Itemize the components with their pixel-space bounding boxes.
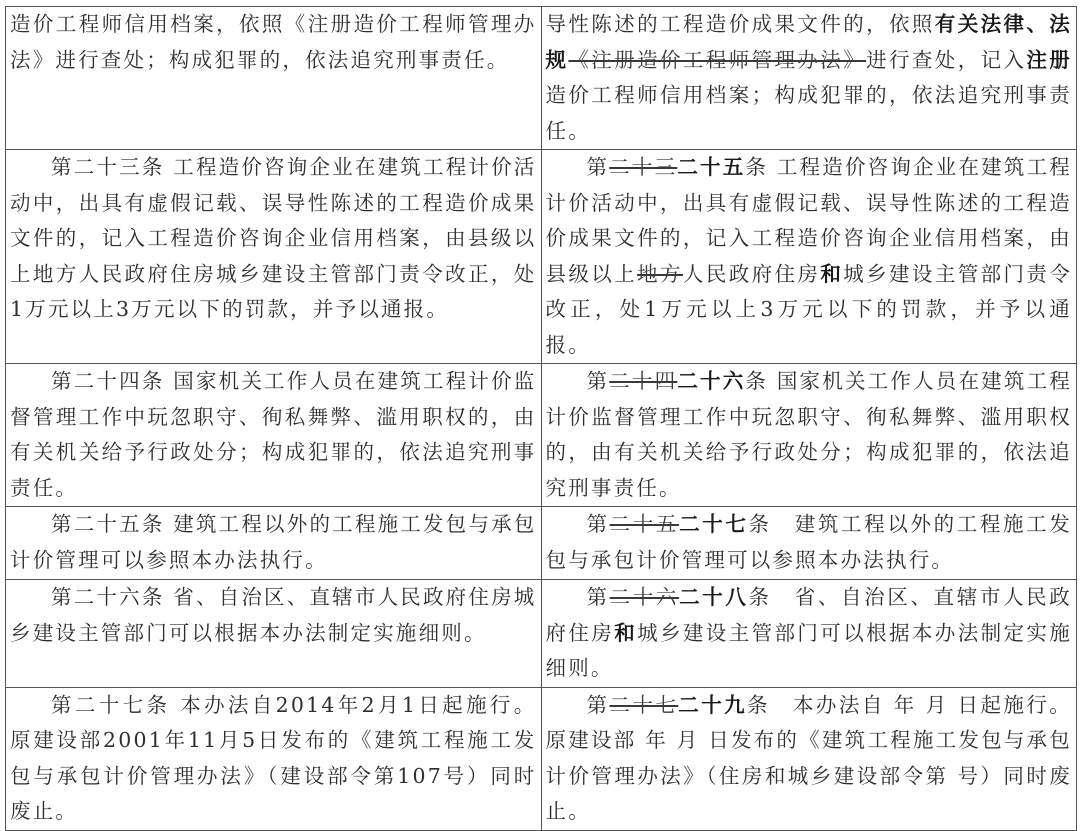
text-segment: 进行查处，记入 [866, 47, 1027, 72]
new-text-cell [541, 364, 1077, 507]
deleted-text: 二十六 [609, 585, 680, 609]
new-article-text [546, 580, 1073, 687]
table-row [6, 507, 1077, 580]
new-article-text [546, 688, 1073, 830]
table-row [6, 7, 1077, 150]
text-segment: 造价工程师信用档案；构成犯罪的，依法追究刑事责任。 [545, 83, 1072, 143]
old-article-text [10, 507, 537, 578]
new-article-text [546, 507, 1073, 578]
deleted-text: 二十三 [609, 155, 678, 179]
old-article-text [10, 150, 537, 328]
text-segment: 第二十五条 建筑工程以外的工程施工发包与承包计价管理可以参照本办法执行。 [10, 512, 537, 572]
table-body [6, 7, 1077, 831]
old-article-text [10, 688, 537, 830]
old-article-text [10, 364, 537, 506]
inserted-text: 二十九 [678, 692, 748, 717]
text-segment: 第 [586, 155, 610, 179]
old-text-cell [6, 364, 542, 507]
text-segment: 第二十六条 省、自治区、直辖市人民政府住房城乡建设主管部门可以根据本办法制定实施细则。 [10, 585, 537, 645]
inserted-text: 和 [820, 261, 844, 286]
new-article-text [546, 150, 1073, 363]
text-segment: 造价工程师信用档案，依照《注册造价工程师管理办法》进行查处；构成犯罪的，依法追究刑事责任。 [10, 12, 537, 72]
text-segment: 条 省、自治区、直辖市人民政府住房 [545, 585, 1072, 645]
text-segment: 第二十七条 本办法自2014年2月1日起施行。原建设部2001年11月5日发布的《建筑工程施工发包与承包计价管理办法》（建设部令第107号）同时废止。 [10, 692, 537, 823]
deleted-text: 二十四 [609, 369, 678, 393]
inserted-text: 二十八 [679, 585, 749, 609]
old-text-cell [6, 7, 542, 150]
new-article-text [546, 7, 1073, 149]
old-text-cell [6, 507, 542, 580]
text-segment: 条 国家机关工作人员在建筑工程计价监督管理工作中玩忽职守、徇私舞弊、滥用职权的，由有关机关给予行政处分；构成犯罪的，依法追究刑事责任。 [545, 369, 1072, 500]
text-segment: 第二十四条 国家机关工作人员在建筑工程计价监督管理工作中玩忽职守、徇私舞弊、滥用职权的，由有关机关给予行政处分；构成犯罪的，依法追究刑事责任。 [10, 369, 537, 500]
inserted-text: 和 [614, 620, 638, 645]
table-row [6, 687, 1077, 830]
table-row [6, 150, 1077, 364]
inserted-text: 有关法律、法规 [545, 12, 1072, 72]
text-segment: 城乡建设主管部门可以根据本办法制定实施细则。 [545, 620, 1072, 680]
new-text-cell [541, 507, 1077, 580]
text-segment: 第二十三条 工程造价咨询企业在建筑工程计价活动中，出具有虚假记载、误导性陈述的工程造价成果文件的，记入工程造价咨询企业信用档案，由县级以上地方人民政府住房城乡建设主管部门责令改正，处1万元以上3万元以下的罚款，并予以通报。 [10, 155, 537, 321]
new-text-cell [541, 150, 1077, 364]
old-article-text [10, 580, 537, 651]
text-segment: 条 建筑工程以外的工程施工发包与承包计价管理可以参照本办法执行。 [545, 512, 1072, 572]
table-row [6, 580, 1077, 688]
old-text-cell [6, 687, 542, 830]
text-segment: 人民政府住房 [682, 261, 821, 286]
new-article-text [546, 364, 1073, 506]
new-text-cell [541, 7, 1077, 150]
inserted-text: 二十七 [679, 512, 749, 536]
text-segment: 条 工程造价咨询企业在建筑工程计价活动中，出具有虚假记载、误导性陈述的工程造价成果文件的，记入工程造价咨询企业信用档案，由县级以上 [545, 155, 1072, 286]
text-segment: 第 [586, 369, 610, 393]
text-segment: 第 [586, 585, 610, 609]
inserted-text: 二十五 [677, 155, 746, 179]
text-segment: 城乡建设主管部门责令改正，处1万元以上3万元以下的罚款，并予以通报。 [545, 261, 1073, 357]
text-segment: 第 [586, 692, 610, 717]
text-segment: 导性陈述的工程造价成果文件的，依照 [545, 12, 935, 36]
new-text-cell [541, 580, 1077, 688]
old-text-cell [6, 150, 542, 364]
table-row [6, 364, 1077, 507]
old-text-cell [6, 580, 542, 688]
text-segment: 条 本办法自 年 月 日起施行。原建设部 年 月 日发布的《建筑工程施工发包与承包计价管理办法》（住房和城乡建设部令第 号）同时废止。 [545, 692, 1072, 823]
deleted-text: 二十五 [609, 512, 680, 536]
deleted-text: 二十七 [609, 692, 679, 717]
inserted-text: 注册 [1026, 47, 1072, 72]
deleted-text: 《注册造价工程师管理办法》 [568, 47, 867, 72]
text-segment: 第 [586, 512, 610, 536]
old-article-text [10, 7, 537, 78]
inserted-text: 二十六 [677, 369, 746, 393]
deleted-text: 地方 [637, 261, 683, 286]
revision-comparison-table [5, 6, 1077, 831]
new-text-cell [541, 687, 1077, 830]
